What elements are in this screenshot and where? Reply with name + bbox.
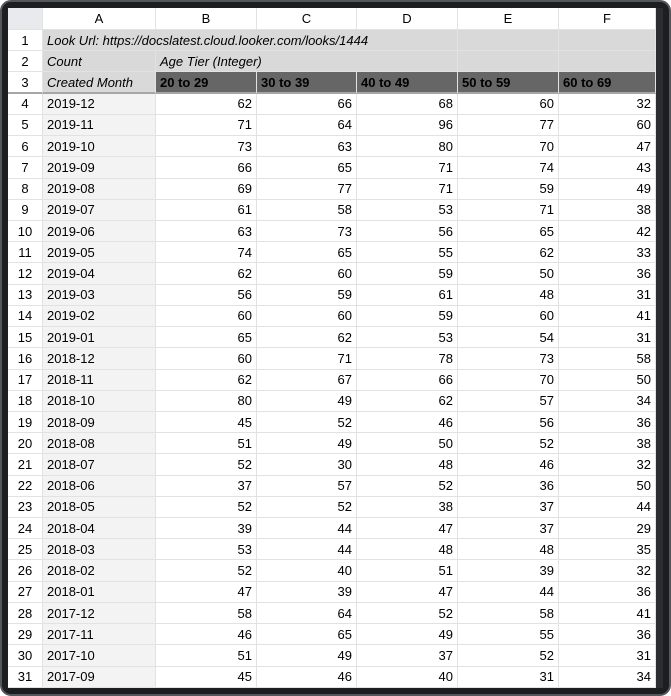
value-cell[interactable]: 44 [458, 582, 559, 603]
month-cell[interactable]: 2019-07 [43, 200, 156, 221]
value-cell[interactable]: 34 [559, 391, 656, 412]
value-cell[interactable]: 62 [458, 242, 559, 263]
value-cell[interactable]: 48 [458, 539, 559, 560]
value-cell[interactable]: 78 [357, 348, 458, 369]
row-header[interactable]: 27 [8, 582, 43, 603]
row-header-2[interactable]: 2 [8, 51, 43, 72]
value-cell[interactable]: 56 [156, 285, 257, 306]
count-cell[interactable]: Count [43, 51, 156, 72]
value-cell[interactable]: 71 [257, 348, 357, 369]
value-cell[interactable]: 52 [156, 497, 257, 518]
value-cell[interactable]: 48 [357, 539, 458, 560]
value-cell[interactable]: 50 [559, 370, 656, 391]
row-header[interactable]: 7 [8, 157, 43, 178]
value-cell[interactable]: 71 [357, 157, 458, 178]
row-header[interactable]: 4 [8, 94, 43, 115]
value-cell[interactable]: 58 [458, 603, 559, 624]
month-cell[interactable]: 2018-03 [43, 539, 156, 560]
month-cell[interactable]: 2019-10 [43, 136, 156, 157]
value-cell[interactable]: 43 [559, 157, 656, 178]
value-cell[interactable]: 50 [559, 476, 656, 497]
value-cell[interactable]: 60 [257, 263, 357, 284]
row-header[interactable]: 26 [8, 560, 43, 581]
value-cell[interactable]: 73 [257, 221, 357, 242]
value-cell[interactable]: 53 [156, 539, 257, 560]
value-cell[interactable]: 62 [156, 94, 257, 115]
value-cell[interactable]: 80 [156, 391, 257, 412]
value-cell[interactable]: 59 [357, 306, 458, 327]
value-cell[interactable]: 60 [458, 306, 559, 327]
value-cell[interactable]: 62 [156, 263, 257, 284]
age-bucket-cell[interactable]: 20 to 29 [156, 72, 257, 93]
value-cell[interactable]: 96 [357, 115, 458, 136]
row-header-3[interactable]: 3 [8, 72, 43, 93]
value-cell[interactable]: 49 [257, 433, 357, 454]
empty-cell-e2[interactable] [458, 51, 559, 72]
value-cell[interactable]: 47 [357, 582, 458, 603]
month-cell[interactable]: 2019-05 [43, 242, 156, 263]
value-cell[interactable]: 51 [357, 560, 458, 581]
value-cell[interactable]: 52 [156, 560, 257, 581]
month-cell[interactable]: 2019-11 [43, 115, 156, 136]
value-cell[interactable]: 77 [257, 179, 357, 200]
row-header[interactable]: 12 [8, 263, 43, 284]
age-bucket-cell[interactable]: 60 to 69 [559, 72, 656, 93]
age-bucket-cell[interactable]: 50 to 59 [458, 72, 559, 93]
row-header[interactable]: 28 [8, 603, 43, 624]
value-cell[interactable]: 46 [156, 624, 257, 645]
month-cell[interactable]: 2019-06 [43, 221, 156, 242]
value-cell[interactable]: 74 [458, 157, 559, 178]
empty-cell-f1[interactable] [559, 30, 656, 51]
value-cell[interactable]: 55 [458, 624, 559, 645]
value-cell[interactable]: 62 [257, 327, 357, 348]
month-cell[interactable]: 2018-05 [43, 497, 156, 518]
month-cell[interactable]: 2018-02 [43, 560, 156, 581]
value-cell[interactable]: 52 [257, 497, 357, 518]
value-cell[interactable]: 36 [559, 582, 656, 603]
month-cell[interactable]: 2017-12 [43, 603, 156, 624]
value-cell[interactable]: 52 [257, 412, 357, 433]
value-cell[interactable]: 30 [257, 454, 357, 475]
value-cell[interactable]: 69 [156, 179, 257, 200]
month-cell[interactable]: 2018-10 [43, 391, 156, 412]
value-cell[interactable]: 39 [458, 560, 559, 581]
value-cell[interactable]: 77 [458, 115, 559, 136]
value-cell[interactable]: 66 [257, 94, 357, 115]
value-cell[interactable]: 36 [458, 476, 559, 497]
scrollbar-track[interactable] [655, 8, 663, 688]
value-cell[interactable]: 35 [559, 539, 656, 560]
row-header[interactable]: 16 [8, 348, 43, 369]
month-cell[interactable]: 2017-10 [43, 645, 156, 666]
value-cell[interactable]: 38 [559, 433, 656, 454]
row-header[interactable]: 31 [8, 667, 43, 688]
value-cell[interactable]: 49 [357, 624, 458, 645]
look-url-cell[interactable]: Look Url: https://docslatest.cloud.looker.com/looks/1444 [43, 30, 458, 51]
column-header-b[interactable]: B [156, 8, 257, 30]
value-cell[interactable]: 39 [257, 582, 357, 603]
value-cell[interactable]: 50 [357, 433, 458, 454]
row-header[interactable]: 8 [8, 179, 43, 200]
value-cell[interactable]: 65 [257, 624, 357, 645]
value-cell[interactable]: 73 [458, 348, 559, 369]
value-cell[interactable]: 60 [257, 306, 357, 327]
value-cell[interactable]: 58 [156, 603, 257, 624]
value-cell[interactable]: 59 [458, 179, 559, 200]
value-cell[interactable]: 44 [559, 497, 656, 518]
row-header[interactable]: 30 [8, 645, 43, 666]
value-cell[interactable]: 44 [257, 539, 357, 560]
value-cell[interactable]: 34 [559, 667, 656, 688]
month-cell[interactable]: 2019-08 [43, 179, 156, 200]
value-cell[interactable]: 46 [357, 412, 458, 433]
value-cell[interactable]: 58 [257, 200, 357, 221]
value-cell[interactable]: 56 [357, 221, 458, 242]
value-cell[interactable]: 41 [559, 603, 656, 624]
value-cell[interactable]: 71 [156, 115, 257, 136]
row-header[interactable]: 11 [8, 242, 43, 263]
value-cell[interactable]: 65 [257, 242, 357, 263]
row-header[interactable]: 20 [8, 433, 43, 454]
spreadsheet-grid [8, 8, 656, 688]
value-cell[interactable]: 52 [156, 454, 257, 475]
month-cell[interactable]: 2019-01 [43, 327, 156, 348]
value-cell[interactable]: 36 [559, 263, 656, 284]
age-bucket-cell[interactable]: 40 to 49 [357, 72, 458, 93]
month-cell[interactable]: 2018-11 [43, 370, 156, 391]
value-cell[interactable]: 67 [257, 370, 357, 391]
value-cell[interactable]: 37 [156, 476, 257, 497]
month-cell[interactable]: 2017-11 [43, 624, 156, 645]
column-header-e[interactable]: E [458, 8, 559, 30]
value-cell[interactable]: 60 [458, 94, 559, 115]
month-cell[interactable]: 2019-04 [43, 263, 156, 284]
value-cell[interactable]: 59 [357, 263, 458, 284]
value-cell[interactable]: 47 [357, 518, 458, 539]
value-cell[interactable]: 70 [458, 136, 559, 157]
value-cell[interactable]: 53 [357, 327, 458, 348]
value-cell[interactable]: 64 [257, 115, 357, 136]
value-cell[interactable]: 40 [257, 560, 357, 581]
value-cell[interactable]: 36 [559, 624, 656, 645]
value-cell[interactable]: 50 [458, 263, 559, 284]
value-cell[interactable]: 36 [559, 412, 656, 433]
value-cell[interactable]: 65 [156, 327, 257, 348]
column-header-d[interactable]: D [357, 8, 458, 30]
value-cell[interactable]: 56 [458, 412, 559, 433]
value-cell[interactable]: 29 [559, 518, 656, 539]
value-cell[interactable]: 71 [458, 200, 559, 221]
value-cell[interactable]: 52 [357, 476, 458, 497]
value-cell[interactable]: 52 [357, 603, 458, 624]
month-cell[interactable]: 2019-02 [43, 306, 156, 327]
value-cell[interactable]: 57 [257, 476, 357, 497]
value-cell[interactable]: 66 [156, 157, 257, 178]
value-cell[interactable]: 60 [559, 115, 656, 136]
value-cell[interactable]: 58 [559, 348, 656, 369]
row-header[interactable]: 15 [8, 327, 43, 348]
value-cell[interactable]: 55 [357, 242, 458, 263]
empty-cell-e1[interactable] [458, 30, 559, 51]
column-header-c[interactable]: C [257, 8, 357, 30]
column-header-a[interactable]: A [43, 8, 156, 30]
value-cell[interactable]: 60 [156, 348, 257, 369]
value-cell[interactable]: 53 [357, 200, 458, 221]
row-header[interactable]: 5 [8, 115, 43, 136]
value-cell[interactable]: 66 [357, 370, 458, 391]
value-cell[interactable]: 51 [156, 433, 257, 454]
value-cell[interactable]: 65 [458, 221, 559, 242]
empty-cell-f2[interactable] [559, 51, 656, 72]
value-cell[interactable]: 73 [156, 136, 257, 157]
row-header-1[interactable]: 1 [8, 30, 43, 51]
value-cell[interactable]: 44 [257, 518, 357, 539]
value-cell[interactable]: 32 [559, 454, 656, 475]
month-cell[interactable]: 2018-08 [43, 433, 156, 454]
value-cell[interactable]: 61 [156, 200, 257, 221]
value-cell[interactable]: 45 [156, 667, 257, 688]
row-header[interactable]: 6 [8, 136, 43, 157]
value-cell[interactable]: 47 [156, 582, 257, 603]
value-cell[interactable]: 74 [156, 242, 257, 263]
value-cell[interactable]: 49 [559, 179, 656, 200]
value-cell[interactable]: 31 [559, 285, 656, 306]
value-cell[interactable]: 62 [156, 370, 257, 391]
month-cell[interactable]: 2018-07 [43, 454, 156, 475]
value-cell[interactable]: 32 [559, 560, 656, 581]
month-cell[interactable]: 2019-03 [43, 285, 156, 306]
created-month-cell[interactable]: Created Month [43, 72, 156, 93]
value-cell[interactable]: 65 [257, 157, 357, 178]
value-cell[interactable]: 63 [257, 136, 357, 157]
value-cell[interactable]: 61 [357, 285, 458, 306]
value-cell[interactable]: 38 [559, 200, 656, 221]
value-cell[interactable]: 54 [458, 327, 559, 348]
month-cell[interactable]: 2018-06 [43, 476, 156, 497]
month-cell[interactable]: 2019-12 [43, 94, 156, 115]
month-cell[interactable]: 2018-04 [43, 518, 156, 539]
row-header[interactable]: 19 [8, 412, 43, 433]
value-cell[interactable]: 49 [257, 391, 357, 412]
value-cell[interactable]: 37 [458, 497, 559, 518]
value-cell[interactable]: 71 [357, 179, 458, 200]
value-cell[interactable]: 57 [458, 391, 559, 412]
value-cell[interactable]: 37 [357, 645, 458, 666]
value-cell[interactable]: 52 [458, 433, 559, 454]
month-cell[interactable]: 2018-01 [43, 582, 156, 603]
value-cell[interactable]: 39 [156, 518, 257, 539]
row-header[interactable]: 24 [8, 518, 43, 539]
value-cell[interactable]: 31 [559, 645, 656, 666]
value-cell[interactable]: 68 [357, 94, 458, 115]
value-cell[interactable]: 49 [257, 645, 357, 666]
row-header[interactable]: 13 [8, 285, 43, 306]
value-cell[interactable]: 46 [458, 454, 559, 475]
value-cell[interactable]: 48 [458, 285, 559, 306]
value-cell[interactable]: 47 [559, 136, 656, 157]
column-header-f[interactable]: F [559, 8, 656, 30]
age-bucket-cell[interactable]: 30 to 39 [257, 72, 357, 93]
row-header[interactable]: 9 [8, 200, 43, 221]
row-header[interactable]: 10 [8, 221, 43, 242]
value-cell[interactable]: 60 [156, 306, 257, 327]
select-all-corner[interactable] [8, 8, 43, 30]
month-cell[interactable]: 2018-12 [43, 348, 156, 369]
value-cell[interactable]: 42 [559, 221, 656, 242]
value-cell[interactable]: 62 [357, 391, 458, 412]
value-cell[interactable]: 37 [458, 518, 559, 539]
value-cell[interactable]: 80 [357, 136, 458, 157]
value-cell[interactable]: 45 [156, 412, 257, 433]
value-cell[interactable]: 70 [458, 370, 559, 391]
row-header[interactable]: 22 [8, 476, 43, 497]
row-header[interactable]: 25 [8, 539, 43, 560]
value-cell[interactable]: 31 [458, 667, 559, 688]
value-cell[interactable]: 63 [156, 221, 257, 242]
month-cell[interactable]: 2019-09 [43, 157, 156, 178]
month-cell[interactable]: 2018-09 [43, 412, 156, 433]
value-cell[interactable]: 64 [257, 603, 357, 624]
value-cell[interactable]: 51 [156, 645, 257, 666]
value-cell[interactable]: 59 [257, 285, 357, 306]
value-cell[interactable]: 52 [458, 645, 559, 666]
value-cell[interactable]: 46 [257, 667, 357, 688]
value-cell[interactable]: 41 [559, 306, 656, 327]
value-cell[interactable]: 31 [559, 327, 656, 348]
age-tier-cell[interactable]: Age Tier (Integer) [156, 51, 458, 72]
row-header[interactable]: 21 [8, 454, 43, 475]
value-cell[interactable]: 38 [357, 497, 458, 518]
value-cell[interactable]: 48 [357, 454, 458, 475]
value-cell[interactable]: 32 [559, 94, 656, 115]
month-cell[interactable]: 2017-09 [43, 667, 156, 688]
row-header[interactable]: 14 [8, 306, 43, 327]
value-cell[interactable]: 40 [357, 667, 458, 688]
value-cell[interactable]: 33 [559, 242, 656, 263]
row-header[interactable]: 18 [8, 391, 43, 412]
row-header[interactable]: 29 [8, 624, 43, 645]
row-header[interactable]: 17 [8, 370, 43, 391]
row-header[interactable]: 23 [8, 497, 43, 518]
